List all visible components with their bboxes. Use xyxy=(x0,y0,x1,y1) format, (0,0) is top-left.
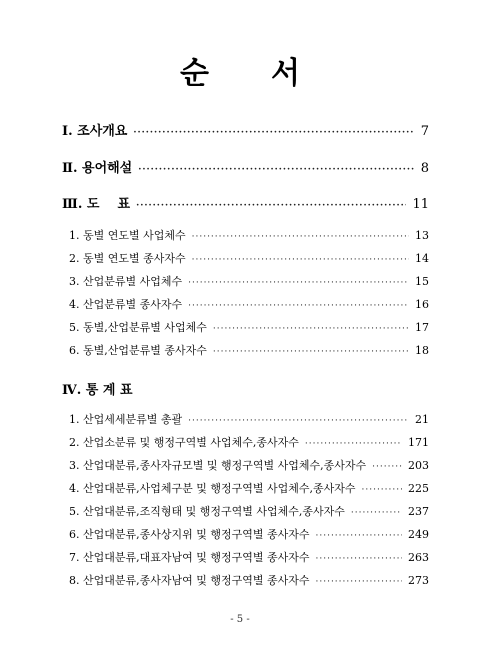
toc-section-label: Ⅰ. 조사개요 xyxy=(62,124,128,139)
page-footer-number: - 5 - xyxy=(230,614,250,625)
toc-chart-item[interactable] xyxy=(0,250,480,266)
toc-page-number: 8 xyxy=(420,161,429,176)
title-char-1: 순 xyxy=(180,56,209,91)
toc-table-item[interactable] xyxy=(0,411,480,427)
toc-chart-item[interactable] xyxy=(0,227,480,243)
toc-table-item[interactable] xyxy=(0,434,480,450)
toc-item-label: 4. 산업분류별 종사자수 xyxy=(69,298,183,311)
page-title xyxy=(0,48,480,92)
leader-dots xyxy=(316,531,403,541)
toc-item-label: 8. 산업대분류,종사자남여 및 행정구역별 종사자수 xyxy=(69,574,310,587)
toc-chart-item[interactable] xyxy=(0,273,480,289)
leader-dots xyxy=(316,577,403,587)
toc-page-number: 171 xyxy=(408,436,429,449)
toc-item-label: 1. 산업세세분류별 총괄 xyxy=(69,413,183,426)
toc-section-label: Ⅱ. 용어해설 xyxy=(62,161,133,176)
toc-chart-item[interactable] xyxy=(0,319,480,335)
leader-dots xyxy=(213,347,409,357)
toc-page-number: 21 xyxy=(415,413,429,426)
leader-dots xyxy=(192,232,409,242)
toc-item-label: 5. 동별,산업분류별 사업체수 xyxy=(69,321,207,334)
toc-item-label: 2. 동별 연도별 종사자수 xyxy=(69,252,186,265)
leader-dots xyxy=(372,462,402,472)
leader-dots xyxy=(188,301,409,311)
leader-dots xyxy=(188,278,409,288)
toc-table-item[interactable] xyxy=(0,480,480,496)
toc-item-label: 4. 산업대분류,사업체구분 및 행정구역별 사업체수,종사자수 xyxy=(69,482,356,495)
toc-page-number: 11 xyxy=(412,197,429,212)
leader-dots xyxy=(136,201,406,211)
toc-page-number: 16 xyxy=(415,298,429,311)
toc-table-item[interactable] xyxy=(0,572,480,588)
toc-page-number: 273 xyxy=(408,574,429,587)
leader-dots xyxy=(305,439,402,449)
toc-chart-item[interactable] xyxy=(0,296,480,312)
leader-dots xyxy=(192,255,409,265)
toc-page-number: 13 xyxy=(415,229,429,242)
toc-item-label: 3. 산업대분류,종사자규모별 및 행정구역별 사업체수,종사자수 xyxy=(69,459,367,472)
toc-section-label: Ⅳ. 통 계 표 xyxy=(62,383,133,398)
toc-section-1[interactable] xyxy=(0,120,480,139)
toc-page-number: 17 xyxy=(415,321,429,334)
leader-dots xyxy=(316,554,403,564)
toc-item-label: 6. 동별,산업분류별 종사자수 xyxy=(69,344,207,357)
toc-page-number: 15 xyxy=(415,275,429,288)
leader-dots xyxy=(133,128,414,138)
toc-section-label: Ⅲ. 도 표 xyxy=(62,197,131,212)
toc-table-item[interactable] xyxy=(0,457,480,473)
toc-section-2[interactable] xyxy=(0,157,480,176)
toc-table-item[interactable] xyxy=(0,503,480,519)
toc-page-number: 237 xyxy=(408,505,429,518)
toc-item-label: 3. 산업분류별 사업체수 xyxy=(69,275,183,288)
leader-dots xyxy=(362,485,403,495)
leader-dots xyxy=(188,416,409,426)
leader-dots xyxy=(351,508,402,518)
toc-section-3[interactable] xyxy=(0,193,480,212)
toc-table-item[interactable] xyxy=(0,549,480,565)
toc-item-label: 1. 동별 연도별 사업체수 xyxy=(69,229,186,242)
toc-item-label: 2. 산업소분류 및 행정구역별 사업체수,종사자수 xyxy=(69,436,299,449)
toc-page-number: 203 xyxy=(408,459,429,472)
toc-chart-item[interactable] xyxy=(0,342,480,358)
toc-page-number: 263 xyxy=(408,551,429,564)
toc-page-number: 7 xyxy=(420,124,429,139)
leader-dots xyxy=(213,324,409,334)
toc-page-number: 225 xyxy=(408,482,429,495)
title-char-2: 서 xyxy=(271,56,300,91)
toc-page-number: 249 xyxy=(408,528,429,541)
toc-item-label: 7. 산업대분류,대표자남여 및 행정구역별 종사자수 xyxy=(69,551,310,564)
toc-section-4[interactable] xyxy=(0,379,480,398)
toc-page-number: 14 xyxy=(415,252,429,265)
leader-dots xyxy=(138,165,414,175)
toc-item-label: 5. 산업대분류,조직형태 및 행정구역별 사업체수,종사자수 xyxy=(69,505,345,518)
toc-item-label: 6. 산업대분류,종사상지위 및 행정구역별 종사자수 xyxy=(69,528,310,541)
toc-table-item[interactable] xyxy=(0,526,480,542)
toc-page-number: 18 xyxy=(415,344,429,357)
